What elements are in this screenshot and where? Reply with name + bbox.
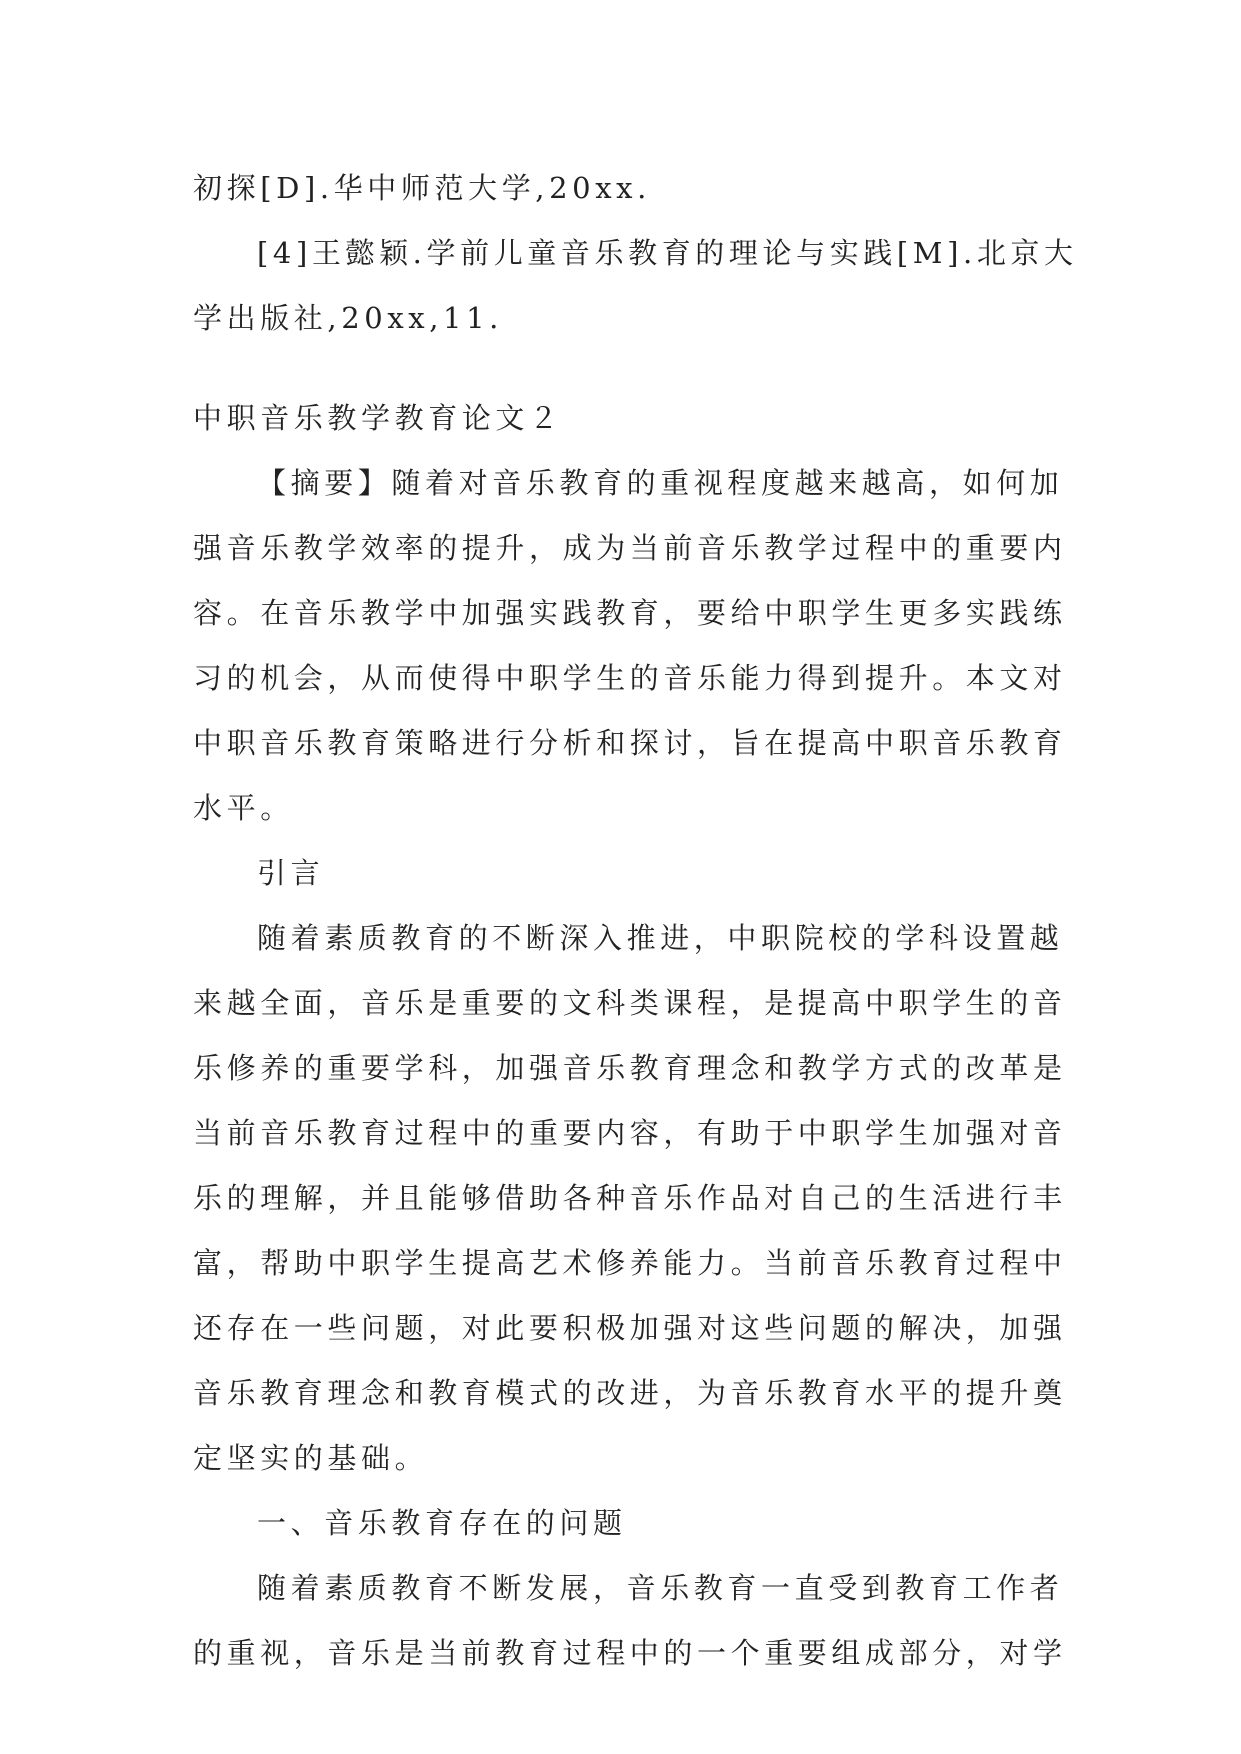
section-1-line-2: 的重视，音乐是当前教育过程中的一个重要组成部分，对学 [193,1636,1067,1670]
intro-line-2: 来越全面，音乐是重要的文科类课程，是提高中职学生的音 [193,986,1067,1020]
intro-line-5: 乐的理解，并且能够借助各种音乐作品对自己的生活进行丰 [193,1181,1067,1215]
intro-line-9: 定坚实的基础。 [193,1441,429,1475]
section-heading-1: 一、音乐教育存在的问题 [257,1506,627,1540]
abstract-line-6: 水平。 [193,791,294,825]
intro-line-3: 乐修养的重要学科，加强音乐教育理念和教学方式的改革是 [193,1051,1067,1085]
abstract-line-3: 容。在音乐教学中加强实践教育，要给中职学生更多实践练 [193,596,1067,630]
reference-4-line-2: 学出版社,20xx,11. [193,301,503,335]
intro-line-6: 富，帮助中职学生提高艺术修养能力。当前音乐教育过程中 [193,1246,1067,1280]
reference-3-continuation: 初探[D].华中师范大学,20xx. [193,171,651,205]
section-heading-intro: 引言 [257,856,325,890]
abstract-line-5: 中职音乐教育策略进行分析和探讨，旨在提高中职音乐教育 [193,726,1067,760]
abstract-line-2: 强音乐教学效率的提升，成为当前音乐教学过程中的重要内 [193,531,1067,565]
section-1-line-1: 随着素质教育不断发展，音乐教育一直受到教育工作者 [257,1571,1064,1605]
intro-line-1: 随着素质教育的不断深入推进，中职院校的学科设置越 [257,921,1064,955]
abstract-line-1: 【摘要】随着对音乐教育的重视程度越来越高，如何加 [257,466,1064,500]
intro-line-8: 音乐教育理念和教育模式的改进，为音乐教育水平的提升奠 [193,1376,1067,1410]
article-title: 中职音乐教学教育论文２ [193,401,563,435]
intro-line-4: 当前音乐教育过程中的重要内容，有助于中职学生加强对音 [193,1116,1067,1150]
intro-line-7: 还存在一些问题，对此要积极加强对这些问题的解决，加强 [193,1311,1067,1345]
reference-4-line-1: [4]王懿颖.学前儿童音乐教育的理论与实践[M].北京大 [257,236,1078,270]
abstract-line-4: 习的机会，从而使得中职学生的音乐能力得到提升。本文对 [193,661,1067,695]
